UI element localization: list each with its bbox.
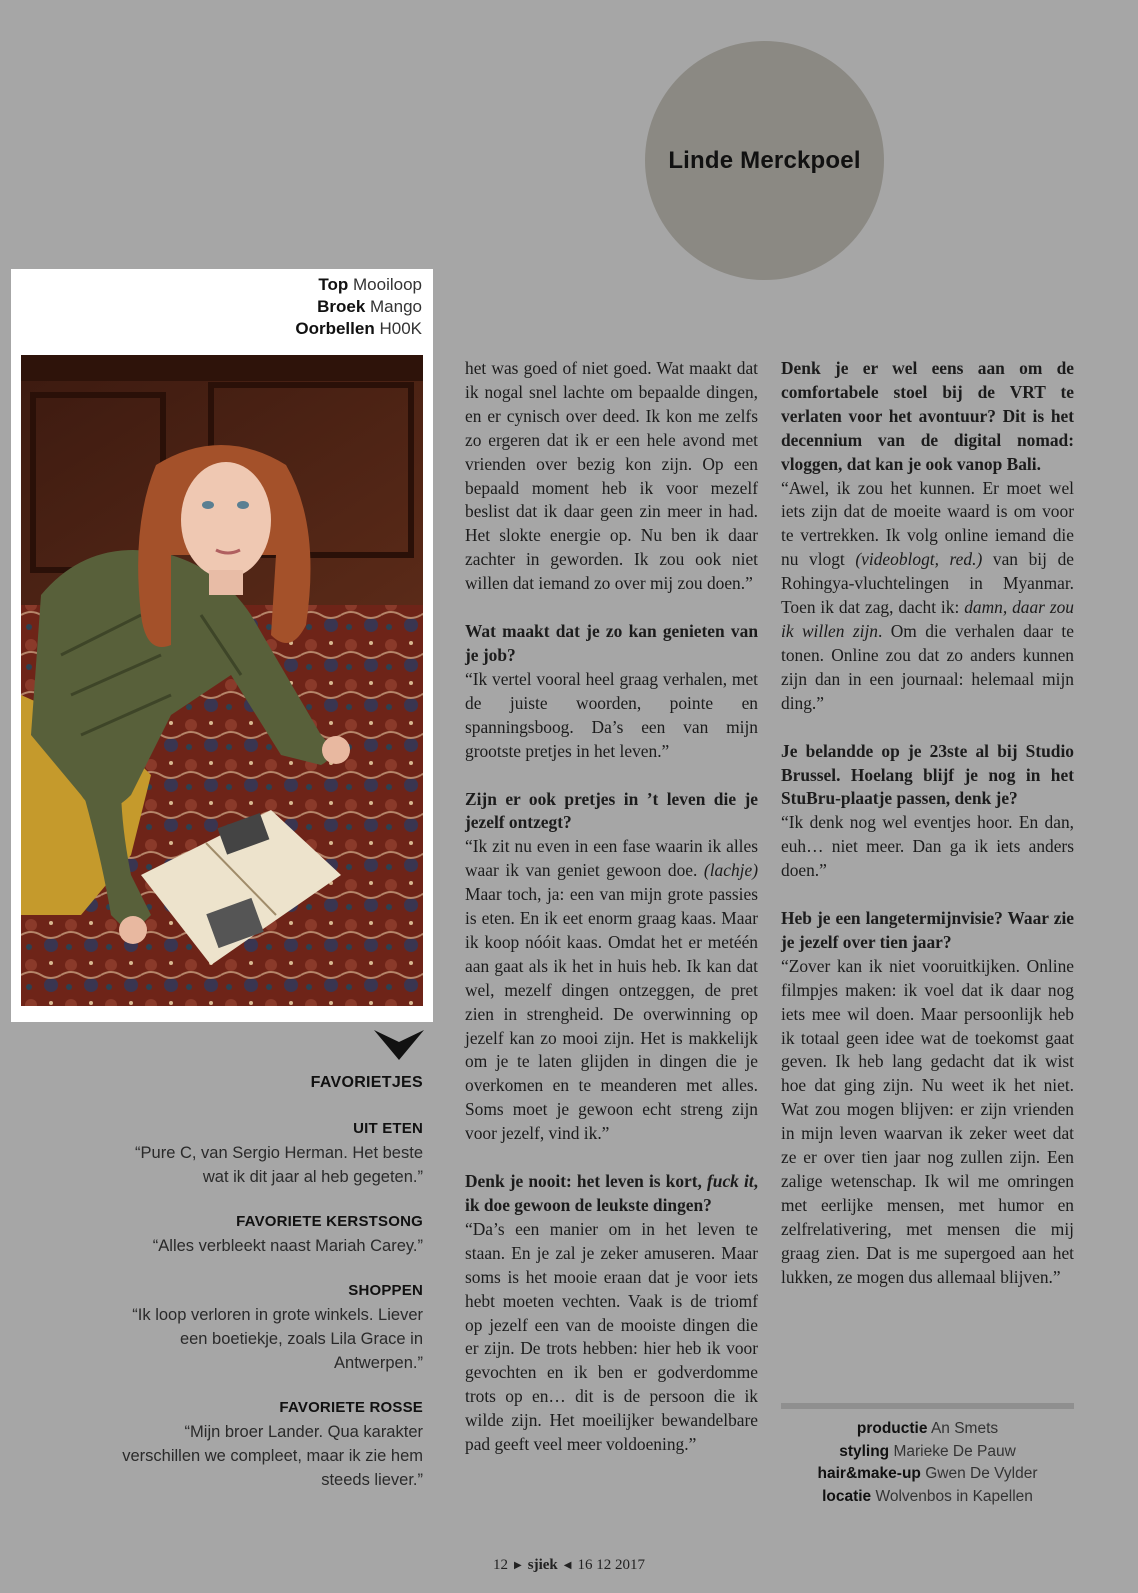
outfit-credits: [295, 274, 422, 340]
favorite-quote: “Pure C, van Sergio Herman. Het beste wat ik dit jaar al heb gegeten.”: [135, 1144, 423, 1186]
credit-line: productie An Smets: [856, 1420, 999, 1437]
answer-paragraph: “Zover kan ik niet vooruitkijken. Online filmpjes maken: ik voel dat ik daar nog iets mee wil doen. Maar persoonlijk heb ik totaal geen idee wat de toekomst gaat geven. Ik heb lang gedacht dat ik wist hoe dat ging zijn. Nu weet ik het niet. Wat zou mogen blijven: er zijn vrienden in mijn leven waarvan ik zeker weet dat ze er over tien jaar nog zullen zijn. Een zalige wetenschap. Ik wil me omringen met eerlijke mensen, met humor en zelfrelativering, met mensen die mij graag zien. Dat is me supergoed aan het lukken, ze mogen dus allemaal blijven.”: [781, 955, 1074, 1287]
question-paragraph: Heb je een langetermijnvisie? Waar zie je jezelf over tien jaar?: [781, 908, 1074, 952]
page-footer: [0, 1557, 1138, 1574]
favorite-quote: “Mijn broer Lander. Qua karakter verschillen we compleet, maar ik zie hem steeds liever.”: [122, 1423, 423, 1489]
production-credits: [781, 1418, 1074, 1508]
favorite-item: [120, 1213, 423, 1258]
favorite-category: SHOPPEN: [348, 1282, 423, 1299]
portrait-illustration: [21, 355, 423, 1006]
answer-paragraph: “Ik vertel vooral heel graag verhalen, met de juiste woorden, pointe en spanningsboog. Da’s een van mijn grootste pretjes in het leven.”: [465, 668, 758, 761]
chevron-down-icon: [374, 1030, 424, 1060]
question-paragraph: Zijn er ook pretjes in ’t leven die je jezelf ontzegt?: [465, 788, 758, 833]
question-paragraph: Je belandde op je 23ste al bij Studio Brussel. Hoelang blijf je nog in het StuBru-plaatje passen, denk je?: [781, 740, 1074, 809]
photo-card: [11, 269, 433, 1022]
credit-line: styling Marieke De Pauw: [839, 1442, 1016, 1460]
issue-date: 16 12 2017: [577, 1557, 645, 1573]
favorite-item: [120, 1399, 423, 1492]
favorite-category: FAVORIETE ROSSE: [279, 1399, 423, 1416]
right-triangle-icon: ▶: [514, 1560, 522, 1571]
left-triangle-icon: ◀: [563, 1560, 572, 1571]
favorite-quote: “Alles verbleekt naast Mariah Carey.”: [152, 1237, 423, 1255]
outfit-line: Oorbellen H00K: [295, 319, 422, 338]
portrait-photo: [21, 355, 423, 1006]
favorite-item: [120, 1120, 423, 1189]
person-name: Linde Merckpoel: [668, 146, 861, 174]
answer-paragraph: “Ik denk nog wel eventjes hoor. En dan, euh… niet meer. Dan ga ik iets anders doen.”: [781, 812, 1074, 881]
page-number: 12: [493, 1557, 509, 1573]
credit-line: hair&make-up Gwen De Vylder: [817, 1465, 1038, 1482]
favorites-section: [120, 1074, 423, 1516]
question-paragraph: Denk je nooit: het leven is kort, fuck it, ik doe gewoon de leukste dingen?: [465, 1171, 759, 1215]
favorite-item: [120, 1282, 423, 1375]
favorite-category: FAVORIETE KERSTSONG: [236, 1213, 423, 1230]
divider: [781, 1403, 1074, 1409]
outfit-line: Top Mooiloop: [318, 275, 422, 294]
question-paragraph: Wat maakt dat je zo kan genieten van je job?: [465, 621, 758, 665]
name-circle: [645, 41, 884, 280]
answer-paragraph: het was goed of niet goed. Wat maakt dat ik nogal snel lachte om bepaalde dingen, en er cynisch over deed. Ik kon me zelfs zo ergeren dat ik er een hele avond met vrienden over bezig kon zijn. Op een bepaald moment heb ik voor mezelf beslist dat ik daar geen zin meer in had. Het slokte energie op. Nu ben ik daar zachter in geworden. Ik zou ook niet willen dat iemand zo over mij zou doen.”: [465, 358, 758, 594]
favorite-quote: “Ik loop verloren in grote winkels. Liever een boetiekje, zoals Lila Grace in Antwerpen.”: [132, 1306, 423, 1372]
outfit-line: Broek Mango: [317, 297, 422, 316]
article-column-1: [465, 357, 758, 1457]
favorite-category: UIT ETEN: [353, 1120, 423, 1137]
answer-paragraph: “Ik zit nu even in een fase waarin ik alles waar ik van geniet gewoon doe. (lachje) Maar toch, ja: een van mijn grote passies is eten. En ik eet enorm graag kaas. Maar ik koop nóóit kaas. Omdat het er metéén aan gaat als ik het in huis heb. Ik kan dat wel, mezelf dingen ontzeggen, de pret zien in strengheid. De overwinning op jezelf kan zo mooi zijn. Het is makkelijk om je te laten glijden in dingen die je overkomen en te meanderen met alles. Soms moet je gewoon echt streng zijn voor jezelf, vind ik.”: [465, 836, 758, 1144]
favorites-heading: FAVORIETJES: [310, 1074, 423, 1091]
answer-paragraph: “Awel, ik zou het kunnen. Er moet wel iets zijn dat de moeite waard is om voor te vertrekken. Ik volg online iemand die nu vlogt (videoblogt, red.) van bij de Rohingya-vluchtelingen in Myanmar. Toen ik dat zag, dacht ik: damn, daar zou ik willen zijn. Om die verhalen daar te tonen. Online zou dat zo anders kunnen zijn dan in een journaal: helemaal mijn ding.”: [781, 477, 1074, 713]
article-column-2: [781, 357, 1074, 1290]
question-paragraph: Denk je er wel eens aan om de comfortabele stoel bij de VRT te verlaten voor het avontuur? Dit is het decennium van de digital nomad: vloggen, dat kan je ook vanop Bali.: [781, 358, 1074, 474]
answer-paragraph: “Da’s een manier om in het leven te staan. En je zal je zeker amuseren. Maar soms is het mooie eraan dat je voor iets hebt moeten vechten. Vaak is de triomf op jezelf een van de mooiste dingen die er zijn. De trots hebben: hier heb ik voor gevochten en ik ben er godverdomme trots op en… dit is de persoon die ik wilde zijn. Het moeilijker bewandelbare pad geeft veel meer voldoening.”: [465, 1218, 758, 1455]
magazine-name: sjiek: [527, 1557, 558, 1573]
credit-line: locatie Wolvenbos in Kapellen: [822, 1487, 1033, 1505]
